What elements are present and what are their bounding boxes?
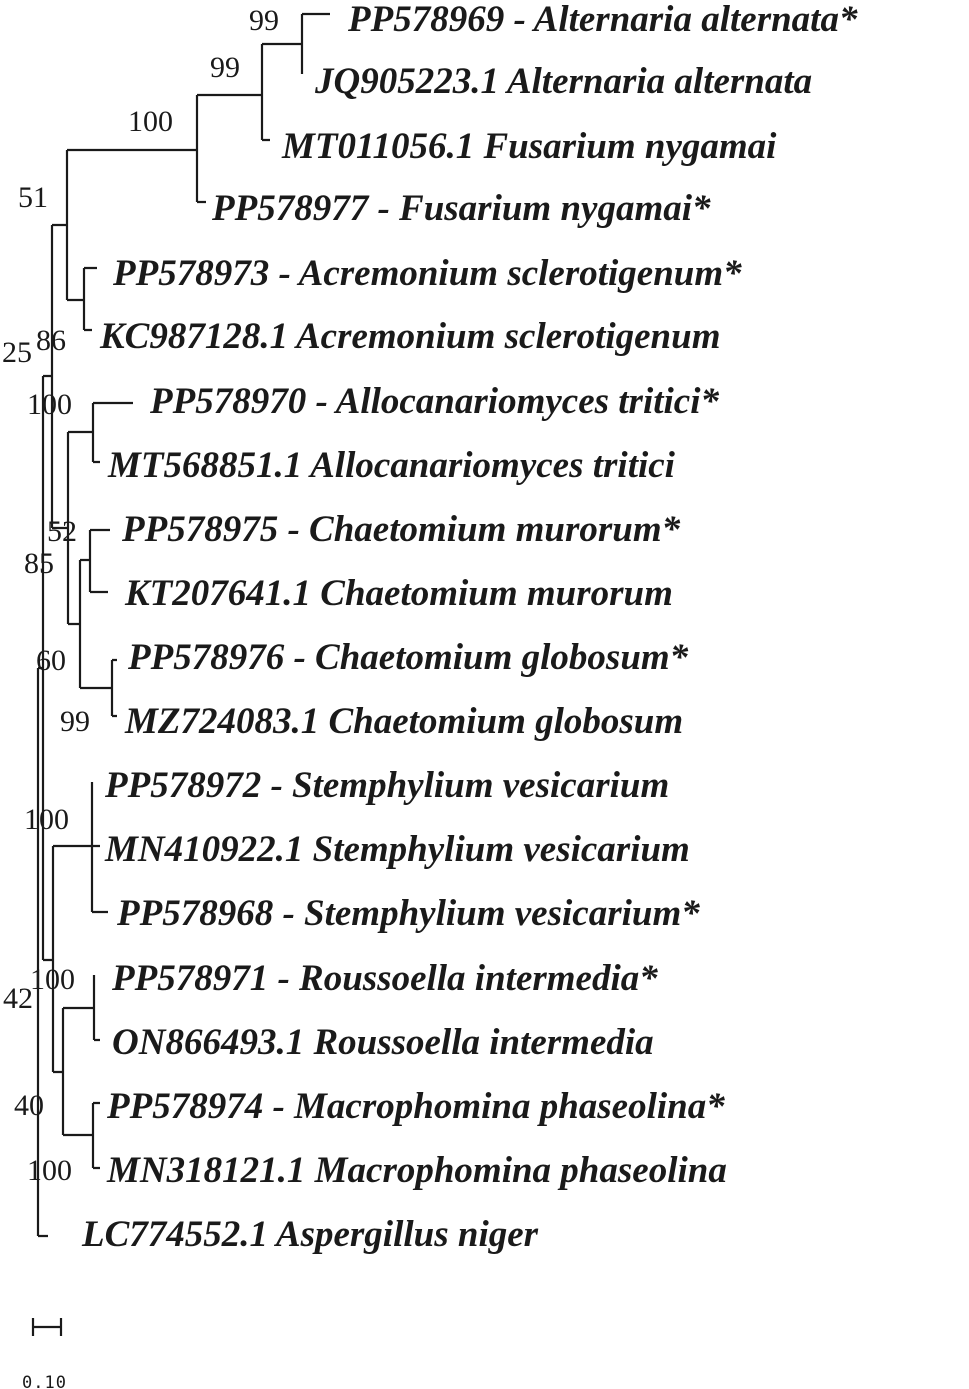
- leaf-label: PP578968 - Stemphylium vesicarium*: [117, 893, 700, 934]
- leaf-label: KT207641.1 Chaetomium murorum: [125, 573, 673, 614]
- bootstrap-value: 85: [24, 547, 54, 580]
- leaf-label: PP578976 - Chaetomium globosum*: [128, 637, 689, 678]
- bootstrap-value: 51: [18, 181, 48, 214]
- leaf-label: KC987128.1 Acremonium sclerotigenum: [100, 316, 721, 357]
- leaf-label: PP578969 - Alternaria alternata*: [348, 0, 858, 40]
- leaf-label: PP578973 - Acremonium sclerotigenum*: [113, 253, 742, 294]
- bootstrap-value: 99: [210, 51, 240, 84]
- leaf-label: PP578975 - Chaetomium murorum*: [122, 509, 681, 550]
- leaf-label: PP578977 - Fusarium nygamai*: [212, 188, 711, 229]
- scale-bar-label: 0.10: [22, 1373, 67, 1389]
- leaf-label: PP578971 - Roussoella intermedia*: [112, 958, 658, 999]
- bootstrap-value: 40: [14, 1089, 44, 1122]
- bootstrap-value: 60: [36, 644, 66, 677]
- leaf-label: MN318121.1 Macrophomina phaseolina: [107, 1150, 727, 1191]
- bootstrap-value: 100: [128, 105, 173, 138]
- leaf-label: MZ724083.1 Chaetomium globosum: [125, 701, 684, 742]
- leaf-label: MT568851.1 Allocanariomyces tritici: [108, 445, 675, 486]
- bootstrap-value: 100: [30, 963, 75, 996]
- bootstrap-value: 42: [3, 982, 33, 1015]
- bootstrap-value: 86: [36, 324, 66, 357]
- scale-bar: [22, 1318, 67, 1389]
- bootstrap-value: 99: [249, 4, 279, 37]
- leaf-label: MT011056.1 Fusarium nygamai: [282, 126, 777, 167]
- bootstrap-value: 100: [24, 803, 69, 836]
- leaf-label: PP578972 - Stemphylium vesicarium: [105, 765, 670, 806]
- leaf-label: JQ905223.1 Alternaria alternata: [315, 61, 813, 102]
- leaf-label: MN410922.1 Stemphylium vesicarium: [105, 829, 690, 870]
- bootstrap-value: 25: [2, 336, 32, 369]
- leaf-label: PP578974 - Macrophomina phaseolina*: [107, 1086, 725, 1127]
- leaf-label: PP578970 - Allocanariomyces tritici*: [150, 381, 719, 422]
- bootstrap-value: 100: [27, 1154, 72, 1187]
- leaf-label: LC774552.1 Aspergillus niger: [82, 1214, 539, 1255]
- bootstrap-value: 100: [27, 388, 72, 421]
- bootstrap-value: 99: [60, 705, 90, 738]
- bootstrap-value: 52: [47, 515, 77, 548]
- leaf-label: ON866493.1 Roussoella intermedia: [112, 1022, 654, 1063]
